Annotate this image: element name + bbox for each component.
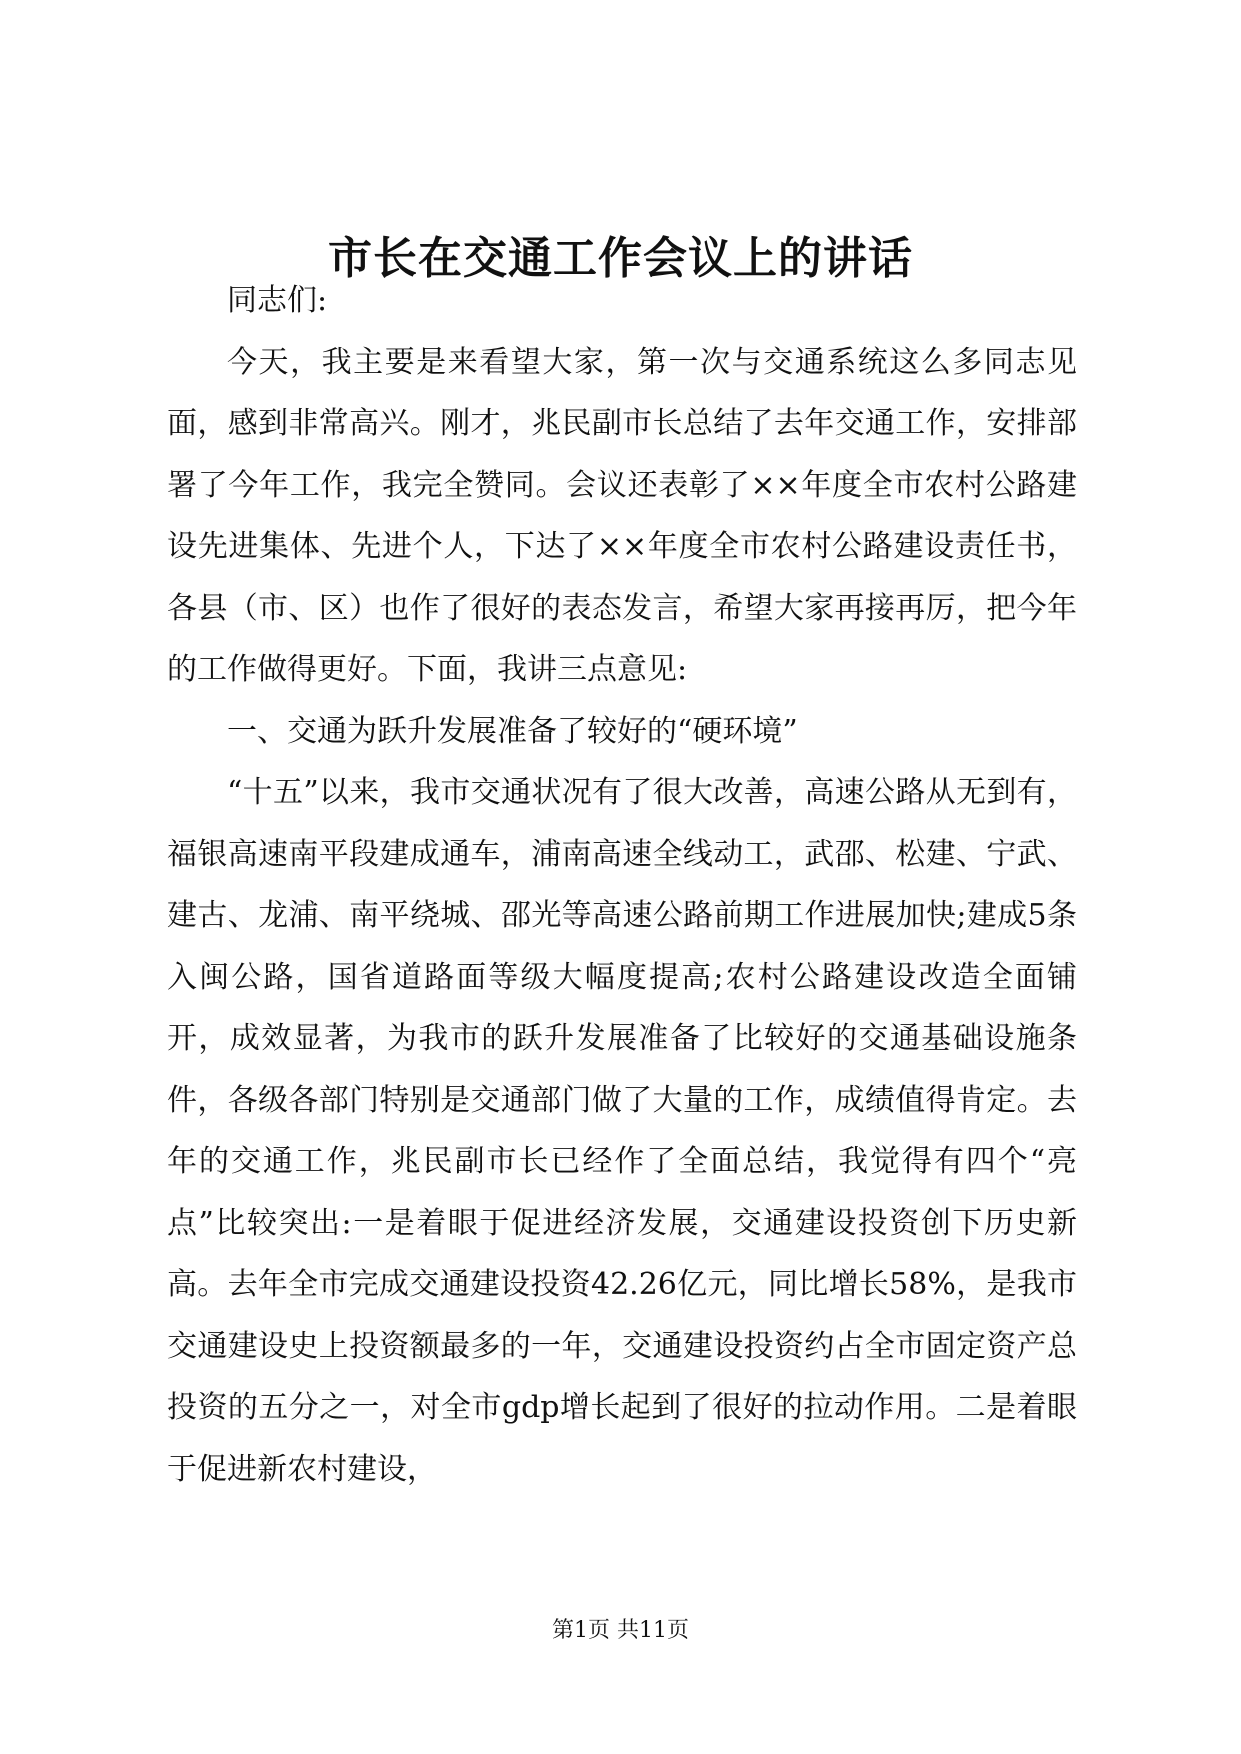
intro-paragraph: 今天，我主要是来看望大家，第一次与交通系统这么多同志见面，感到非常高兴。刚才，兆民副市长总结了去年交通工作，安排部署了今年工作，我完全赞同。会议还表彰了××年度全市农村公路建设先进集体、先进个人，下达了××年度全市农村公路建设责任书，各县（市、区）也作了很好的表态发言，希望大家再接再厉，把今年的工作做得更好。下面，我讲三点意见: (167, 344, 1077, 687)
document-title: 市长在交通工作会议上的讲话 (328, 233, 913, 284)
page-number-footer: 第1页 共11页 (552, 1618, 689, 1643)
body-paragraph: “十五”以来，我市交通状况有了很大改善，高速公路从无到有，福银高速南平段建成通车，浦南高速全线动工，武邵、松建、宁武、建古、龙浦、南平绕城、邵光等高速公路前期工作进展加快;建成5条入闽公路，国省道路面等级大幅度提高;农村公路建设改造全面铺开，成效显著，为我市的跃升发展准备了比较好的交通基础设施条件，各级各部门特别是交通部门做了大量的工作，成绩值得肯定。去年的交通工作，兆民副市长已经作了全面总结，我觉得有四个“亮点”比较突出:一是着眼于促进经济发展，交通建设投资创下历史新高。去年全市完成交通建设投资42.26亿元，同比增长58%，是我市交通建设史上投资额最多的一年，交通建设投资约占全市固定资产总投资的五分之一，对全市gdp增长起到了很好的拉动作用。二是着眼于促进新农村建设， (167, 775, 1077, 1487)
document-body (167, 270, 1077, 1500)
section-heading: 一、交通为跃升发展准备了较好的“硬环境” (227, 713, 798, 749)
salutation-paragraph: 同志们: (227, 283, 328, 318)
